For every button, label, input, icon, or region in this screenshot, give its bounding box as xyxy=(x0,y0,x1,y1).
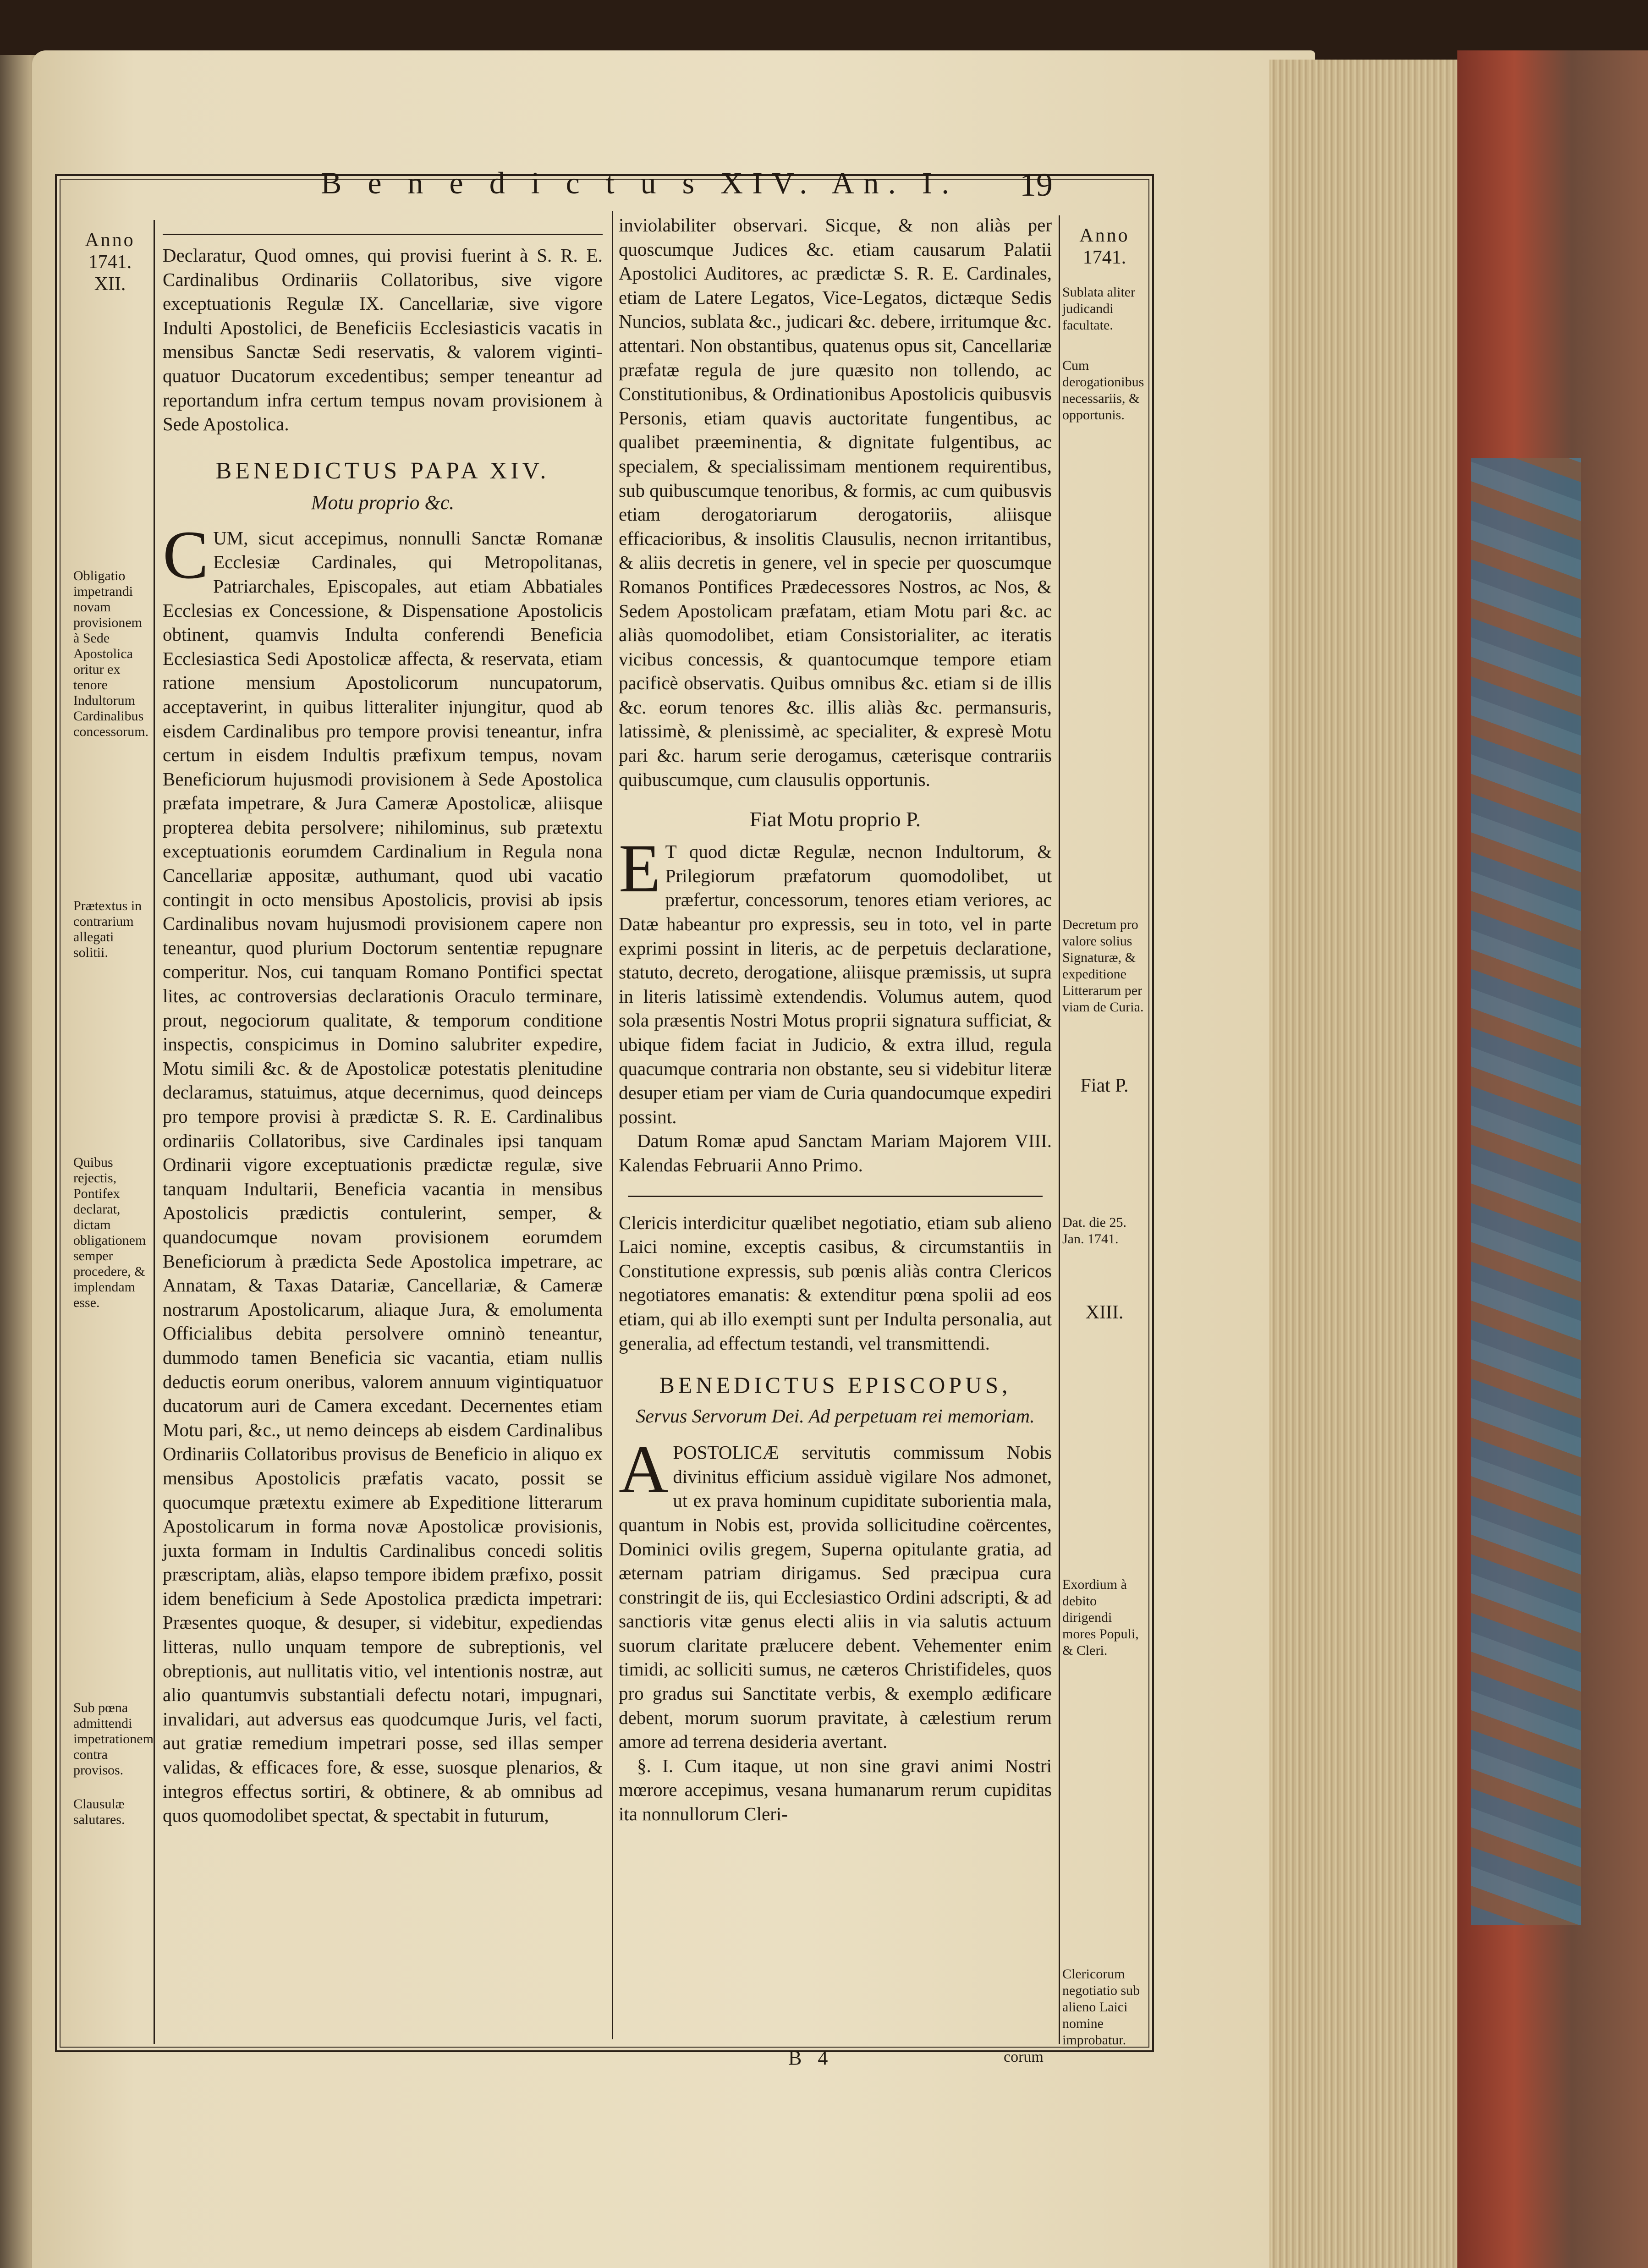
margin-note: Clausulæ salutares. xyxy=(73,1796,125,1827)
rule xyxy=(628,1196,1043,1197)
right-column xyxy=(619,213,1052,1826)
datum-line: Datum Romæ apud Sanctam Mariam Majorem VIII. Kalendas Februarii Anno Primo. xyxy=(619,1130,1052,1175)
right-margin-divider xyxy=(1059,215,1060,2044)
servus-line: Servus Servorum Dei. Ad perpetuam rei memoriam. xyxy=(636,1406,1035,1428)
section-number: XIII. xyxy=(1085,1302,1124,1323)
margin-note: Dat. die 25. Jan. 1741. xyxy=(1062,1215,1126,1247)
margin-note: Obligatio impetrandi novam provisionem à Sede Apostolica oritur ex tenore Indultorum Cardinalibus concessorum. xyxy=(73,568,149,739)
margin-note: Decretum pro valore solius Signaturæ, & expeditione Litterarum per viam de Curia. xyxy=(1062,917,1144,1015)
year-label: 1741. xyxy=(1082,247,1126,268)
margin-note: Sub pœna admittendi impetrationem contra provisos. xyxy=(73,1700,154,1778)
left-column xyxy=(163,202,603,1828)
motu-proprio: Motu proprio &c. xyxy=(311,491,455,514)
body-continuation: inviolabiliter observari. Sicque, & non aliàs per quoscumque Judices &c. etiam causarum Palatii Apostolici Auditores, ac prædictæ S. R. E. Cardinales, etiam de Latere Legatos, Vice-Legatos, dictæque Sedis Nuncios, sublata &c., judicari &c. debere, irritumque &c. attentari. Non obstantibus, quatenus opus sit, Cancellariæ præfatæ regula de jure quæsito non tollendo, ac Constitutionibus, & Ordinationibus Apostolicis quibusvis Personis, etiam quavis auctoritate fungentibus, ac qualibet præeminentia, & dignitate fulgentibus, ac specialem, & specialissimam mentionem requirentibus, sub quibuscumque tenoribus, & formis, ac cum quibusvis etiam derogatoriarum derogatoriis, aliisque efficacioribus, & insolitis Clausulis, necnon irritantibus, & aliis decretis in genere, vel in specie per quoscumque Romanos Pontifices Prædecessores Nostros, ac Nos, & Sedem Apostolicam præfatam, etiam Motu pari &c. ac aliàs quomodolibet, etiam Consistorialiter, ac iteratis vicibus concessis, & quantocumque tempore etiam pacificè observatis. Quibus omnibus &c. etiam si de illis &c. eorum tenores &c. illis aliàs &c. permansuris, latissimè, & plenissimè, ac specialiter, & expresè Motu pari &c. harum serie derogamus, cæterisque contrariis quibuscumque, cum clausulis opportunis. xyxy=(619,214,1052,790)
margin-note: Quibus rejectis, Pontifex declarat, dictam obligationem semper procedere, & implendam esse. xyxy=(73,1155,146,1310)
running-title: B e n e d i c t u s XIV. An. I. xyxy=(321,165,959,200)
section-one: §. I. Cum itaque, ut non sine gravi animi Nostri mœrore accepimus, vesana humanarum rerum cupiditas ita nonnullorum Cleri- xyxy=(619,1755,1052,1825)
margin-note: Cum derogationibus necessariis, & opportunis. xyxy=(1062,358,1144,423)
number-label: XII. xyxy=(94,274,126,295)
summary-paragraph: Clericis interdicitur quælibet negotiatio, etiam sub alieno Laici nomine, exceptis casibus, & circumstantiis in Constitutione expressis, sub pœnis aliàs contra Clericos negotiatores emanatis: & extenditur pœna spolii ad eos etiam, qui ab illo exempti sunt per Indulta personalia, aut generalia, ad effectum testandi, vel transmittendi. xyxy=(619,1212,1052,1354)
margin-note: Sublata aliter judicandi facultate. xyxy=(1062,285,1136,333)
et-quod-paragraph: E T quod dictæ Regulæ, necnon Indultorum, & Prilegiorum præfatorum quomodolibet, ut præfertur, concessorum, tenores etiam veriores, ac Datæ habeantur pro expressis, seu in toto, vel in parte exprimi possint in literis, ac de perpetuis declaratione, statuto, decreto, derogatione, aliisque præmissis, ut supra in literis latissimè extendendis. Volumus autem, quod sola præsentis Nostri Motus proprii signatura sufficiat, & ubique fidem faciat in Judicio, & extra illud, regula quacumque contraria non obstante, seu si videbitur literæ desuper etiam per viam de Curia quandocumque expediri possint. xyxy=(619,830,1052,1127)
main-text xyxy=(163,516,603,1828)
drop-cap: E xyxy=(619,830,661,907)
rule xyxy=(163,234,603,235)
page-number: 19 xyxy=(1020,166,1053,203)
anno-label: Anno xyxy=(85,230,135,251)
document-title: BENEDICTUS PAPA XIV. xyxy=(215,457,550,484)
margin-note: Exordium à debito dirigendi mores Populi, & Cleri. xyxy=(1062,1577,1139,1658)
right-year-box xyxy=(1061,225,1148,269)
apostolicae-paragraph: APOSTOLICÆ servitutis commissum Nobis divinitus efficium assiduè vigilare Nos admonet, ut ex prava hominum cupiditate suborientia mala, quantum in Nobis est, provida sollicitudine coërcentes, Dominici ovilis gregem, Superna opitulante gratia, ad æternam patriam dirigamus. Sed præcipua cura constringit de iis, qui Ecclesiastico Ordini adscripti, & ad sanctioris vitæ genus electi aliis in via salutis actuum suorum claritate prælucere debent. Vehementer enim timidi, ac solliciti sumus, ne cæteros Christifideles, quos pro gradus sui Sanctitate verbis, & exemplo ædificare debent, morum suorum pravitate, à cælestium rerum amore ad terrena desideria avertant. xyxy=(619,1431,1052,1752)
drop-cap: C xyxy=(163,516,209,593)
left-margin-divider xyxy=(154,220,155,2044)
year-label: 1741. xyxy=(88,252,132,273)
second-title: BENEDICTUS EPISCOPUS, xyxy=(659,1372,1011,1398)
body-text: UM, sicut accepimus, nonnulli Sanctæ Romanæ Ecclesiæ Cardinales, qui Metropolitanas, Patriarchales, Episcopales, aut etiam Abbatiales Ecclesias ex Concessione, & Dispensatione Apostolicis obtinent, quamvis Indulta conferendi Beneficia Ecclesiastica Sedi Apostolicæ affecta, & reservata, etiam ratione mensium Apostolicorum nuncupatorum, acceptaverint, in quibus litteraliter injungitur, quod ab eisdem Cardinalibus pro tempore provisi teneantur, infra certum in eisdem Indultis præfixum tempus, novam Beneficiorum hujusmodi provisionem à Sede Apostolica præfata impetrare, & Jura Cameræ Apostolicæ, aliisque propterea debita persolvere; nihilominus, sub prætextu exceptuationis eorumdem Cardinalium in Regula nona Cancellariæ appositæ, authumant, quod ubi vacatio contingit in octo mensibus Apostolicis, provisi ab ipsis Cardinalibus novam hujusmodi provisionem capere non teneantur, quod plurium Doctorum sententiæ repugnare comperitur. Nos, cui tanquam Romano Pontifici spectat lites, ac controversias declarationis Oraculo terminare, prout, negociorum qualitate, & temporum conditione inspectis, conspicimus in Domino salubriter expedire, Motu simili &c. & de Apostolicæ potestatis plenitudine declaramus, statuimus, atque decernimus, quod deinceps pro tempore provisi à prædictæ S. R. E. Cardinalibus ordinariis Collatoribus, sive Cardinales ipsi tanquam Ordinarii vigore exceptuationis prædictæ regulæ, sive tanquam Indultarii, Beneficia vacantia in mensibus Apostolicis prædictis contulerint, semper, & quandocumque novam provisionem eorumdem Beneficiorum à prædicta Sede Apostolica impetrare, ac Annatam, & Taxas Datariæ, Cancellariæ, & Cameræ nostrarum Apostolicarum, aliaque Jura, & emolumenta Officialibus debita persolvere omninò teneantur, dummodo tamen Beneficia sic vacantia, etiam nullis deductis eorum oneribus, valorem annuum vigintiquatuor ducatorum auri de Camera excedant. Decernentes etiam Motu pari, &c., ut nemo deinceps ab eisdem Cardinalibus Ordinariis Collatoribus provisus de Beneficio in aliquo ex mensibus Apostolicis præfatis vacato, possit se quocumque prætextu eximere ab Expeditione litterarum Apostolicarum in forma novæ Apostolicæ provisionis, juxta formam in Indultis Cardinalibus concedi solitis præscriptam, aliàs, elapso tempore ibidem præfixo, possit idem beneficium à Sede Apostolica prædicta impetrari: Præsentes quoque, & desuper, si videbitur, expediendas litteras, nullo unquam tempore de subreptionis, vel obreptionis, aut nullitatis vitio, vel intentionis nostræ, aut alio quantumvis substantiali defectu notari, impugnari, invalidari, aut adversus eas quodcumque Juris, vel facti, aut gratiæ remedium impetrari posse, sed illas semper validas, & efficaces fore, & esse, suosque plenarios, & integros effectus sortiri, & obtinere, & ab omnibus ad quos quomodolibet spectat, & spectabit in futurum, xyxy=(163,527,603,1826)
declaratur-paragraph: Declaratur, Quod omnes, qui provisi fuerint à S. R. E. Cardinalibus Ordinariis Collatoribus, sive vigore exceptuationis Regulæ IX. Cancellariæ, sive vigore Indulti Apostolici, de Beneficiis Ecclesiasticis vacatis in mensibus Sanctæ Sedi reservatis, & valorem viginti-quatuor Ducatorum excedentibus; semper teneantur ad reportandum infra certum tempus novam provisionem à Sede Apostolica. xyxy=(163,245,603,435)
page-edges xyxy=(1269,60,1480,2268)
anno-label: Anno xyxy=(1079,225,1130,246)
marbled-cover xyxy=(1471,458,1581,1925)
fiat-margin: Fiat P. xyxy=(1080,1075,1129,1096)
signature-mark: B 4 xyxy=(788,2047,834,2069)
drop-cap: A xyxy=(619,1431,669,1508)
fiat-heading: Fiat Motu proprio P. xyxy=(749,807,921,831)
margin-note: Clericorum negotiatio sub alieno Laici nomine improbatur. xyxy=(1062,1966,1140,2048)
left-year-box xyxy=(69,229,151,295)
column-divider xyxy=(612,211,613,2039)
margin-note: Prætextus in contrarium allegati solitii. xyxy=(73,898,142,960)
catchword: corum xyxy=(1004,2048,1044,2065)
